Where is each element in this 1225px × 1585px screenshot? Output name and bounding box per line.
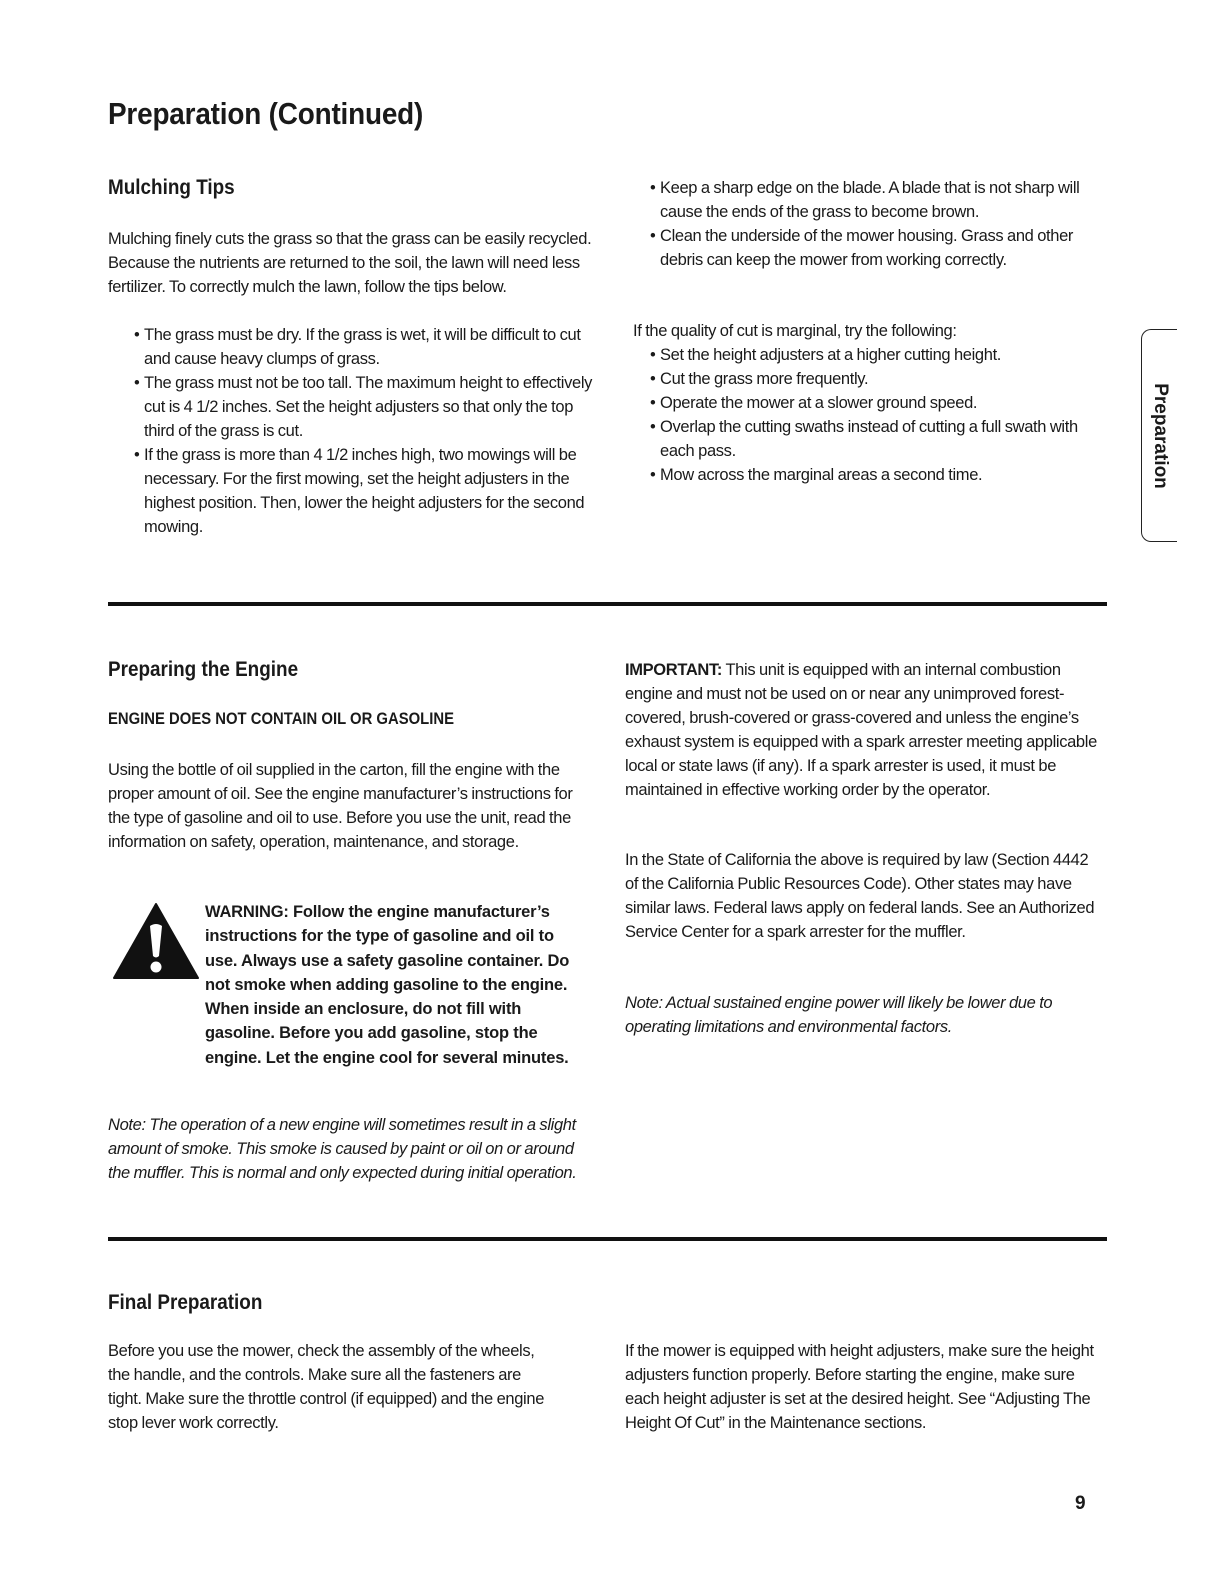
marginal-tips-list: [650, 343, 1080, 487]
list-item: • Clean the underside of the mower housing. Grass and other debris can keep the mower from working correctly.: [650, 227, 1074, 269]
list-item: • The grass must be dry. If the grass is wet, it will be difficult to cut and cause heavy clumps of grass.: [134, 326, 581, 368]
california-law-text: In the State of California the above is required by law (Section 4442 of the California Public Resources Code). Other states may have similar laws. Federal laws apply on federal lands. See an Authorized Service Center for a spark arrester for the muffler.: [625, 851, 1095, 941]
mulching-tips-heading: Mulching Tips: [108, 176, 235, 199]
marginal-cut-intro: If the quality of cut is marginal, try the following:: [633, 322, 957, 340]
new-engine-note: Note: The operation of a new engine will sometimes result in a slight amount of smoke. This smoke is caused by paint or oil on or around the muffler. This is normal and only expected during initial operation.: [108, 1116, 577, 1182]
list-item: • The grass must not be too tall. The maximum height to effectively cut is 4 1/2 inches. Set the height adjusters so that only the top third of the grass is cut.: [134, 374, 593, 440]
important-label: IMPORTANT:: [625, 661, 723, 679]
page-title: Preparation (Continued): [108, 96, 424, 131]
mulching-intro: Mulching finely cuts the grass so that the grass can be easily recycled. Because the nutrients are returned to the soil, the lawn will need less fertilizer. To correctly mulch the lawn, follow the tips below.: [108, 230, 592, 296]
section-divider: [108, 1237, 1107, 1241]
important-notice: [625, 658, 1105, 802]
preparing-engine-heading: Preparing the Engine: [108, 658, 299, 681]
final-preparation-left: Before you use the mower, check the assembly of the wheels, the handle, and the controls. Make sure all the fasteners are tight. Make sure the throttle control (if equipped) and the engine stop lever work correctly.: [108, 1342, 545, 1432]
list-item: • Operate the mower at a slower ground speed.: [650, 394, 978, 412]
engine-intro: Using the bottle of oil supplied in the carton, fill the engine with the proper amount of oil. See the engine manufacturer’s instructions for the type of gasoline and oil to use. Before you use the unit, read the information on safety, operation, maintenance, and storage.: [108, 761, 573, 851]
engine-power-note: Note: Actual sustained engine power will likely be lower due to operating limitations and environmental factors.: [625, 994, 1053, 1036]
list-item: • Set the height adjusters at a higher cutting height.: [650, 346, 1002, 364]
mulching-tips-list: [134, 323, 594, 539]
section-side-tab: [1141, 329, 1177, 542]
engine-subheading: ENGINE DOES NOT CONTAIN OIL OR GASOLINE: [108, 710, 454, 728]
warning-message: WARNING: Follow the engine manufacturer’s instructions for the type of gasoline and oil to use. Always use a safety gasoline container. Do not smoke when adding gasoline to the engine. When inside an enclosure, do not fill with gasoline. Before you add gasoline, stop the engine. Let the engine cool for several minutes.: [205, 903, 570, 1067]
list-item: • Mow across the marginal areas a second time.: [650, 466, 983, 484]
important-text: This unit is equipped with an internal combustion engine and must not be used on or near any unimproved forest-covered, brush-covered or grass-covered and unless the engine’s exhaust system is equipped with a spark arrester meeting applicable local or state laws (if any). If a spark arrester is used, it must be maintained in effective working order by the operator.: [625, 661, 1097, 799]
final-preparation-heading: Final Preparation: [108, 1291, 263, 1314]
list-item: • If the grass is more than 4 1/2 inches high, two mowings will be necessary. For the first mowing, set the height adjusters in the highest position. Then, lower the height adjusters for the second mowing.: [134, 446, 585, 536]
warning-icon: [112, 902, 200, 980]
section-divider: [108, 602, 1107, 606]
list-item: • Keep a sharp edge on the blade. A blade that is not sharp will cause the ends of the grass to become brown.: [650, 179, 1080, 221]
final-preparation-right: If the mower is equipped with height adjusters, make sure the height adjusters function properly. Before starting the engine, make sure each height adjuster is set at the desired height. See “Adjusting The Height Of Cut” in the Maintenance sections.: [625, 1342, 1094, 1432]
page-number: 9: [1075, 1493, 1086, 1514]
side-tab-label: Preparation: [1149, 382, 1171, 489]
list-item: • Overlap the cutting swaths instead of cutting a full swath with each pass.: [650, 418, 1078, 460]
mulching-tips-list-continued: [650, 176, 1110, 272]
list-item: • Cut the grass more frequently.: [650, 370, 869, 388]
